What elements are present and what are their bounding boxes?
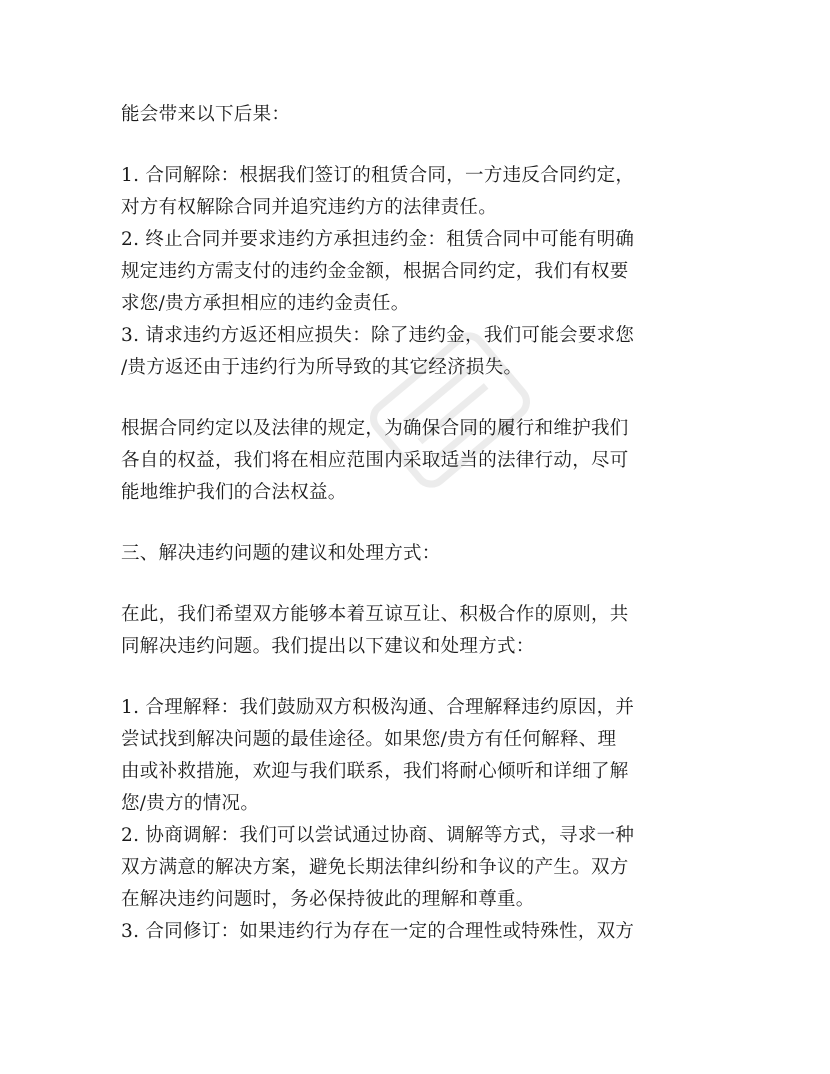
section-heading: 三、解决违约问题的建议和处理方式： bbox=[121, 543, 441, 564]
text-line: 规定违约方需支付的违约金金额，根据合同约定，我们有权要 bbox=[121, 261, 629, 282]
text-line: 能地维护我们的合法权益。 bbox=[121, 482, 347, 503]
text-line: 您/贵方的情况。 bbox=[121, 793, 260, 814]
text-line: 1. 合同解除：根据我们签订的租赁合同，一方违反合同约定， bbox=[121, 165, 635, 186]
text-line: 2. 终止合同并要求违约方承担违约金：租赁合同中可能有明确 bbox=[121, 229, 635, 250]
text-line: 3. 请求违约方返还相应损失：除了违约金，我们可能会要求您 bbox=[121, 325, 635, 346]
text-line: 根据合同约定以及法律的规定，为确保合同的履行和维护我们 bbox=[121, 418, 629, 439]
text-line: 1. 合理解释：我们鼓励双方积极沟通、合理解释违约原因，并 bbox=[121, 697, 635, 718]
text-line: 由或补救措施，欢迎与我们联系，我们将耐心倾听和详细了解 bbox=[121, 761, 629, 782]
text-line: 求您/贵方承担相应的违约金责任。 bbox=[121, 293, 410, 314]
text-line: 同解决违约问题。我们提出以下建议和处理方式： bbox=[121, 636, 535, 657]
text-line: 对方有权解除合同并追究违约方的法律责任。 bbox=[121, 197, 498, 218]
text-line: 2. 协商调解：我们可以尝试通过协商、调解等方式，寻求一种 bbox=[121, 825, 635, 846]
text-line: 各自的权益，我们将在相应范围内采取适当的法律行动，尽可 bbox=[121, 450, 629, 471]
text-line: 能会带来以下后果： bbox=[121, 104, 291, 125]
text-line: 在解决违约问题时，务必保持彼此的理解和尊重。 bbox=[121, 889, 535, 910]
text-line: 在此，我们希望双方能够本着互谅互让、积极合作的原则，共 bbox=[121, 604, 629, 625]
text-line: 双方满意的解决方案，避免长期法律纠纷和争议的产生。双方 bbox=[121, 857, 629, 878]
text-line: 3. 合同修订：如果违约行为存在一定的合理性或特殊性，双方 bbox=[121, 921, 635, 942]
text-line: 尝试找到解决问题的最佳途径。如果您/贵方有任何解释、理 bbox=[121, 729, 617, 750]
text-line: /贵方返还由于违约行为所导致的其它经济损失。 bbox=[121, 357, 523, 378]
